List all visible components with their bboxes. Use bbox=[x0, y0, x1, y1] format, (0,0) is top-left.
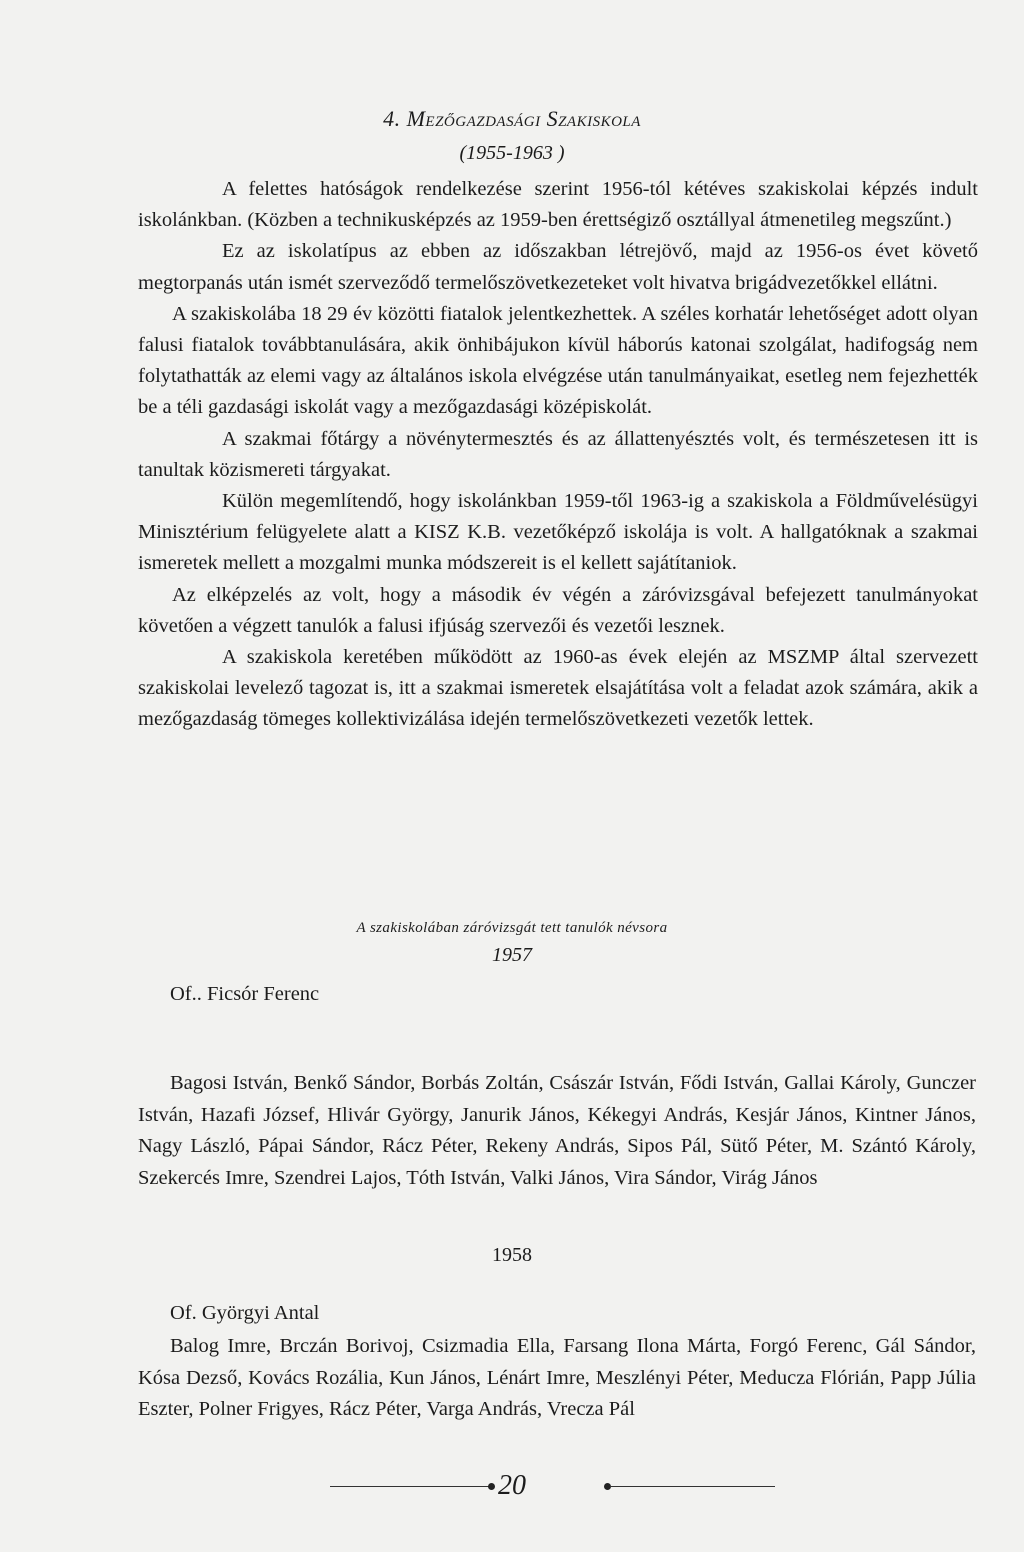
chapter-title bbox=[0, 106, 1024, 132]
paragraph-1: A felettes hatóságok rendelkezése szerint 1956-tól kétéves szakiskolai képzés indult iskolánkban. (Közben a technikusképzés az 1959-ben érettségiző osztállyal átmenetileg megszűnt.) bbox=[138, 178, 978, 232]
student-names-1958: Balog Imre, Brczán Borivoj, Csizmadia Ella, Farsang Ilona Márta, Forgó Ferenc, Gál Sándor, Kósa Dezső, Kovács Rozália, Kun János, Lénárt Imre, Meszlényi Péter, Meducza Flórián, Papp Júlia Eszter, Polner Frigyes, Rácz Péter, Varga András, Vrecza Pál bbox=[138, 1335, 976, 1421]
student-list-title: A szakiskolában záróvizsgát tett tanulók névsora bbox=[356, 920, 668, 936]
chapter-years: (1955-1963 ) bbox=[459, 142, 565, 164]
paragraph-7: A szakiskola keretében működött az 1960-as évek elején az MSZMP által szervezett szakiskolai levelező tagozat is, itt a szakmai ismeretek elsajátítása volt a feladat azok számára, akik a mezőgazdaság tömeges kollektivizálása idején termelőszövetkezeti vezetők lettek. bbox=[138, 646, 978, 731]
page-footer bbox=[0, 1470, 1024, 1510]
paragraph-5: Külön megemlítendő, hogy iskolánkban 1959-től 1963-ig a szakiskola a Földművelésügyi Minisztérium felügyelete alatt a KISZ K.B. vezetőképző iskolája is volt. A hallgatóknak a szakmai ismeretek mellett a mozgalmi munka módszereit is el kellett sajátítaniok. bbox=[138, 490, 978, 575]
student-names-1957: Bagosi István, Benkő Sándor, Borbás Zoltán, Császár István, Fődi István, Gallai Károly, Gunczer István, Hazafi József, Hlivár György, Janurik János, Kékegyi András, Kesjár János, Kintner János, Nagy László, Pápai Sándor, Rácz Péter, Rekeny András, Sipos Pál, Sütő Péter, M. Szántó Károly, Szekercés Imre, Szendrei Lajos, Tóth István, Valki János, Vira Sándor, Virág János bbox=[138, 1072, 976, 1189]
paragraph-6: Az elképzelés az volt, hogy a második év végén a záróvizsgával befejezett tanulmányokat követően a végzett tanulók a falusi ifjúság szervezői és vezetői lesznek. bbox=[138, 583, 978, 637]
page-number: 20 bbox=[498, 1470, 526, 1501]
paragraph-4: A szakmai főtárgy a növénytermesztés és az állattenyésztés volt, és természetesen itt is tanultak közismereti tárgyakat. bbox=[138, 427, 978, 481]
body-text bbox=[138, 174, 978, 736]
chapter-number: 4. bbox=[383, 106, 401, 131]
class-teacher-1957: Of.. Ficsór Ferenc bbox=[170, 983, 320, 1005]
paragraph-2: Ez az iskolatípus az ebben az időszakban létrejövő, majd az 1956-os évet követő megtorpanás után ismét szerveződő termelőszövetkezeteket volt hivatva brigádvezetőkkel ellátni. bbox=[138, 240, 978, 294]
class-teacher-1958: Of. Györgyi Antal bbox=[170, 1302, 320, 1324]
chapter-title-text: Mezőgazdasági Szakiskola bbox=[406, 106, 641, 131]
paragraph-3: A szakiskolába 18 29 év közötti fiatalok jelentkezhettek. A széles korhatár lehetőséget adott olyan falusi fiatalok továbbtanulására, akik önhibájukon kívül háborús katonai szolgálat, hadifogság nem folytathatták az elemi vagy az általános iskola elvégzése után tanulmányaikat, esetleg nem fejezhették be a téli gazdasági iskolát vagy a mezőgazdasági középiskolát. bbox=[138, 302, 978, 419]
year-heading-1957: 1957 bbox=[492, 944, 532, 966]
year-heading-1958: 1958 bbox=[492, 1244, 532, 1266]
footer-rule-right bbox=[610, 1486, 775, 1487]
